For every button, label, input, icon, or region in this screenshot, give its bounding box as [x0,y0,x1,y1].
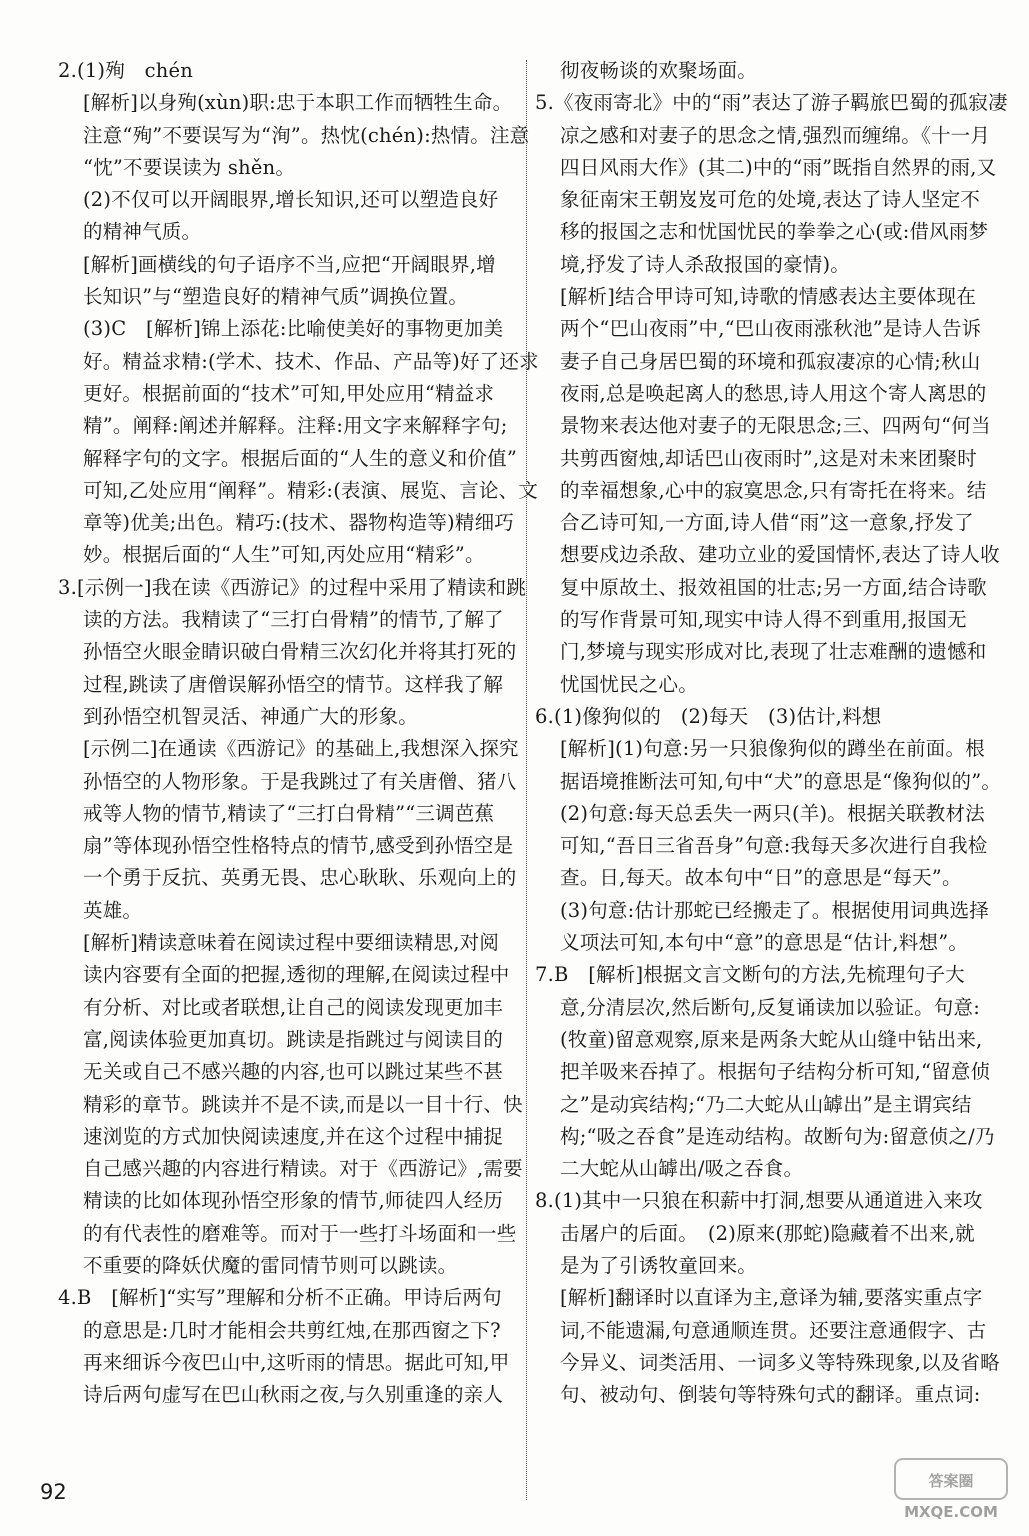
text-line: 富,阅读体验更加真切。跳读是指跳过与阅读目的 [83,1027,504,1051]
text-line: [示例二]在通读《西游记》的基础上,我想深入探究 [83,737,519,761]
text-line: 的意思是:几时才能相会共剪红烛,在那西窗之下? [83,1318,501,1342]
text-line: 二大蛇从山罅出/吸之吞食。 [560,1157,804,1181]
text-line: 解释字句的文字。根据后面的“人生的意义和价值” [83,446,518,470]
watermark-logo [891,1455,1011,1525]
text-line: 不重要的降妖伏魔的雷同情节则可以跳读。 [83,1253,458,1277]
text-line: 凉之感和对妻子的思念之情,强烈而缠绵。《十一月 [560,123,991,147]
text-line: 是为了引诱牧童回来。 [560,1253,758,1277]
text-line: 击屠户的后面。 (2)原来(那蛇)隐藏着不出来,就 [560,1221,975,1245]
text-line: 更好。根据前面的“技术”可知,甲处应用“精益求 [83,381,495,405]
text-line: 过程,跳读了唐僧误解孙悟空的情节。这样我了解 [83,672,504,696]
text-line: 孙悟空的人物形象。于是我跳过了有关唐僧、猪八 [83,769,517,793]
text-line: 可知,“吾日三省吾身”句意:我每天多次进行自我检 [560,834,988,858]
text-line: 可知,乙处应用“阐释”。精彩:(表演、展览、言论、文 [83,478,539,502]
text-line: 复中原故土、报效祖国的壮志;另一方面,结合诗歌 [560,575,987,599]
text-line: 精彩的章节。跳读并不是不读,而是以一目十行、快 [83,1092,523,1116]
watermark-bottom-text: MXQE.COM [904,1503,998,1521]
text-line: 的写作背景可知,现实中诗人得不到重用,报国无 [560,608,967,632]
text-line: 好。精益求精:(学术、技术、作品、产品等)好了还求 [83,349,539,373]
text-line: 有分析、对比或者联想,让自己的阅读发现更加丰 [83,995,504,1019]
column-divider [526,60,527,1500]
text-line: 境,抒发了诗人杀敌报国的豪情)。 [560,252,851,276]
text-line: “忱”不要误读为 shěn。 [83,155,296,179]
text-line: 读的方法。我精读了“三打白骨精”的情节,了解了 [83,608,504,632]
text-line: 5.《夜雨寄北》中的“雨”表达了游子羁旅巴蜀的孤寂凄 [535,91,1008,115]
text-line: 速浏览的方式加快阅读速度,并在这个过程中捕捉 [83,1124,504,1148]
text-line: 句、被动句、倒装句等特殊句式的翻译。重点词: [560,1383,981,1407]
text-line: 4.B [解析]“实写”理解和分析不正确。甲诗后两句 [58,1286,502,1310]
text-line: (3)C [解析]锦上添花:比喻使美好的事物更加美 [83,317,504,341]
text-line: 精”。阐释:阐述并解释。注释:用文字来解释字句; [83,414,508,438]
text-line: 想要戍边杀敌、建功立业的爱国情怀,表达了诗人收 [560,543,1000,567]
text-line: (3)句意:估计那蛇已经搬走了。根据使用词典选择 [560,898,989,922]
text-line: 今异义、词类活用、一词多义等特殊现象,以及省略 [560,1350,1000,1374]
text-line: 无关或自己不感兴趣的内容,也可以跳过某些不甚 [83,1060,504,1084]
text-line: 扇”等体现孙悟空性格特点的情节,感受到孙悟空是 [83,834,514,858]
text-line: 象征南宋王朝岌岌可危的处境,表达了诗人坚定不 [560,188,981,212]
text-line: (2)不仅可以开阔眼界,增长知识,还可以塑造良好 [83,188,499,212]
text-line: 移的报国之志和忧国忧民的拳拳之心(或:借风雨梦 [560,220,989,244]
text-line: 意,分清层次,然后断句,反复诵读加以验证。句意: [560,995,980,1019]
text-line: 长知识”与“塑造良好的精神气质”调换位置。 [83,285,469,309]
text-line: 两个“巴山夜雨”中,“巴山夜雨涨秋池”是诗人告诉 [560,317,982,341]
text-line: 2.(1)殉 chén [58,59,194,82]
text-line: 之”是动宾结构;“乃二大蛇从山罅出”是主谓宾结 [560,1092,972,1116]
text-line: (2)句意:每天总丢失一两只(羊)。根据关联教材法 [560,801,985,825]
text-line: 再来细诉今夜巴山中,这听雨的情思。据此可知,甲 [83,1350,510,1374]
text-line: 6.(1)像狗似的 (2)每天 (3)估计,料想 [535,704,882,728]
text-line: [解析]结合甲诗可知,诗歌的情感表达主要体现在 [560,285,977,309]
text-line: 孙悟空火眼金睛识破白骨精三次幻化并将其打死的 [83,640,517,664]
text-line: 章等)优美;出色。精巧:(技术、器物构造等)精细巧 [83,511,514,535]
text-line: 共剪西窗烛,却话巴山夜雨时”,这是对未来团聚时 [560,446,977,470]
text-line: 英雄。 [83,898,143,922]
text-line: 8.(1)其中一只狼在积薪中打洞,想要从通道进入来攻 [535,1189,983,1213]
text-line: 一个勇于反抗、英勇无畏、忠心耿耿、乐观向上的 [83,866,517,890]
text-line: 据语境推断法可知,句中“犬”的意思是“像狗似的”。 [560,769,1002,793]
text-line: 景物来表达他对妻子的无限思念;三、四两句“何当 [560,414,991,438]
text-line: 诗后两句虚写在巴山秋雨之夜,与久别重逢的亲人 [83,1383,504,1407]
text-line: 词,不能遗漏,句意通顺连贯。还要注意通假字、古 [560,1318,987,1342]
text-line: 妻子自己身居巴蜀的环境和孤寂凄凉的心情;秋山 [560,349,981,373]
text-line: 彻夜畅谈的欢聚场面。 [560,59,758,82]
text-line: 查。日,每天。故本句中“日”的意思是“每天”。 [560,866,962,890]
text-line: [解析]精读意味着在阅读过程中要细读精思,对阅 [83,931,500,955]
text-line: 义项法可知,本句中“意”的意思是“估计,料想”。 [560,931,969,955]
text-line: 读内容要有全面的把握,透彻的理解,在阅读过程中 [83,963,510,987]
text-line: 忧国忧民之心。 [560,672,698,696]
text-line: 的幸福想象,心中的寂寞思念,只有寄托在将来。结 [560,478,987,502]
text-line: 注意“殉”不要误写为“洵”。热忱(chén):热情。注意 [83,123,530,147]
text-line: 四日风雨大作》(其二)中的“雨”既指自然界的雨,又 [560,155,997,179]
text-line: 到孙悟空机智灵活、神通广大的形象。 [83,704,418,728]
text-line: (牧童)留意观察,原来是两条大蛇从山缝中钻出来, [560,1027,983,1051]
text-line: [解析](1)句意:另一只狼像狗似的蹲坐在前面。根 [560,737,985,761]
watermark-top-text: 答案圈 [928,1472,974,1490]
text-line: 构;“吸之吞食”是连动结构。故断句为:留意侦之/乃 [560,1124,995,1148]
text-line: 合乙诗可知,一方面,诗人借“雨”这一意象,抒发了 [560,511,974,535]
text-line: [解析]画横线的句子语序不当,应把“开阔眼界,增 [83,252,496,276]
text-line: 戒等人物的情节,精读了“三打白骨精”“三调芭蕉 [83,801,495,825]
text-line: 的精神气质。 [83,220,202,244]
text-line: 精读的比如体现孙悟空形象的情节,师徒四人经历 [83,1189,504,1213]
text-line: [解析]翻译时以直译为主,意译为辅,要落实重点字 [560,1286,983,1310]
text-line: 7.B [解析]根据文言文断句的方法,先梳理句子大 [535,963,965,987]
text-line: 门,梦境与现实形成对比,表现了壮志难酬的遗憾和 [560,640,987,664]
text-line: 自己感兴趣的内容进行精读。对于《西游记》,需要 [83,1157,523,1181]
text-line: 的有代表性的磨难等。而对于一些打斗场面和一些 [83,1221,517,1245]
text-line: 夜雨,总是唤起离人的愁思,诗人用这个寄人离思的 [560,381,987,405]
left-column [58,55,539,1411]
text-line: [解析]以身殉(xùn)职:忠于本职工作而牺牲生命。 [83,91,513,115]
text-line: 3.[示例一]我在读《西游记》的过程中采用了精读和跳 [58,575,527,599]
right-column [535,55,1008,1411]
text-line: 妙。根据后面的“人生”可知,丙处应用“精彩”。 [83,543,485,567]
page-number: 92 [40,1480,67,1504]
text-line: 把羊吸来吞掉了。根据句子结构分析可知,“留意侦 [560,1060,991,1084]
